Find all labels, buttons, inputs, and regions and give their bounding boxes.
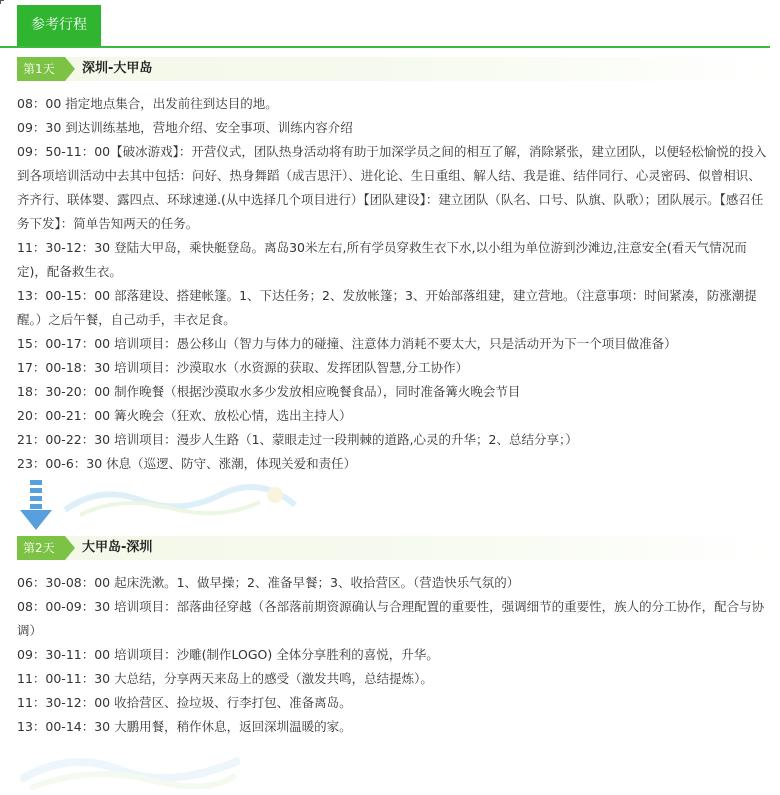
schedule-item: 15：00-17：00 培训项目：愚公移山（智力与体力的碰撞、注意体力消耗不要太大，只是活动开为下一个项目做准备）	[17, 336, 677, 351]
tab-itinerary[interactable]: 参考行程	[17, 5, 101, 46]
day-header-1	[17, 57, 768, 81]
decorative-swirl-icon	[60, 480, 300, 520]
decorative-watermark-icon	[20, 730, 240, 790]
day-badge-1: 第1天	[17, 57, 65, 81]
schedule-item: 17：00-18：30 培训项目：沙漠取水（水资源的获取、发挥团队智慧,分工协作）	[17, 360, 469, 375]
day-badge-2: 第2天	[17, 536, 65, 560]
schedule-item: 11：00-11：30 大总结，分享两天来岛上的感受（激发共鸣，总结提炼）。	[17, 671, 433, 686]
schedule-item: 21：00-22：30 培训项目：漫步人生路（1、蒙眼走过一段荆棘的道路,心灵的升华；2、总结分享；）	[17, 432, 578, 447]
schedule-item: 13：00-15：00 部落建设、搭建帐篷。1、下达任务；2、发放帐篷；3、开始部落组建，建立营地。（注意事项：时间紧凑，防涨潮提醒。）之后午餐，自己动手，丰衣足食。	[17, 288, 757, 327]
day-header-2	[17, 536, 768, 560]
schedule-item: 09：50-11：00【破冰游戏】：开营仪式，团队热身活动将有助于加深学员之间的相互了解，消除紧张，建立团队，以便轻松愉悦的投入到各项培训活动中去其中包括：问好、热身舞蹈（成吉思汗）、进化论、生日重组、解人结、我是谁、结伴同行、心灵密码、似曾相识、齐齐行、联体婴、露四点、环球速递.(从中选择几个项目进行）【团队建设】：建立团队（队名、口号、队旗、队歌）；团队展示。【感召任务下发】：简单告知两天的任务。	[17, 144, 767, 231]
tab-bar	[0, 0, 770, 48]
schedule-item: 11：30-12：30 登陆大甲岛，乘快艇登岛。离岛30米左右,所有学员穿救生衣下水,以小组为单位游到沙滩边,注意安全(看天气情况而定)，配备救生衣。	[17, 240, 747, 279]
down-arrow-icon	[16, 480, 56, 532]
day-title-2: 大甲岛-深圳	[82, 540, 153, 555]
schedule-item: 09：30-11：00 培训项目：沙雕(制作LOGO) 全体分享胜利的喜悦，升华。	[17, 647, 439, 662]
schedule-item: 13：00-14：30 大鹏用餐，稍作休息，返回深圳温暖的家。	[17, 719, 352, 734]
schedule-item: 08：00 指定地点集合，出发前往到达目的地。	[17, 96, 278, 111]
day-title-1: 深圳-大甲岛	[82, 61, 153, 76]
schedule-item: 09：30 到达训练基地，营地介绍、安全事项、训练内容介绍	[17, 120, 353, 135]
schedule-item: 18：30-20：00 制作晚餐（根据沙漠取水多少发放相应晚餐食品），同时准备篝火晚会节目	[17, 384, 521, 399]
schedule-item: 20：00-21：00 篝火晚会（狂欢、放松心情，选出主持人）	[17, 408, 352, 423]
schedule-item: 06：30-08：00 起床洗漱。1、做早操；2、准备早餐；3、收拾营区。（营造快乐气氛的）	[17, 575, 520, 590]
schedule-item: 11：30-12：00 收拾营区、捡垃圾、行李打包、准备离岛。	[17, 695, 352, 710]
schedule-item: 23：00-6：30 休息（巡逻、防守、涨潮，体现关爱和责任）	[17, 456, 357, 471]
schedule-item: 08：00-09：30 培训项目：部落曲径穿越（各部落前期资源确认与合理配置的重要性，强调细节的重要性，族人的分工协作，配合与协调）	[17, 599, 765, 638]
